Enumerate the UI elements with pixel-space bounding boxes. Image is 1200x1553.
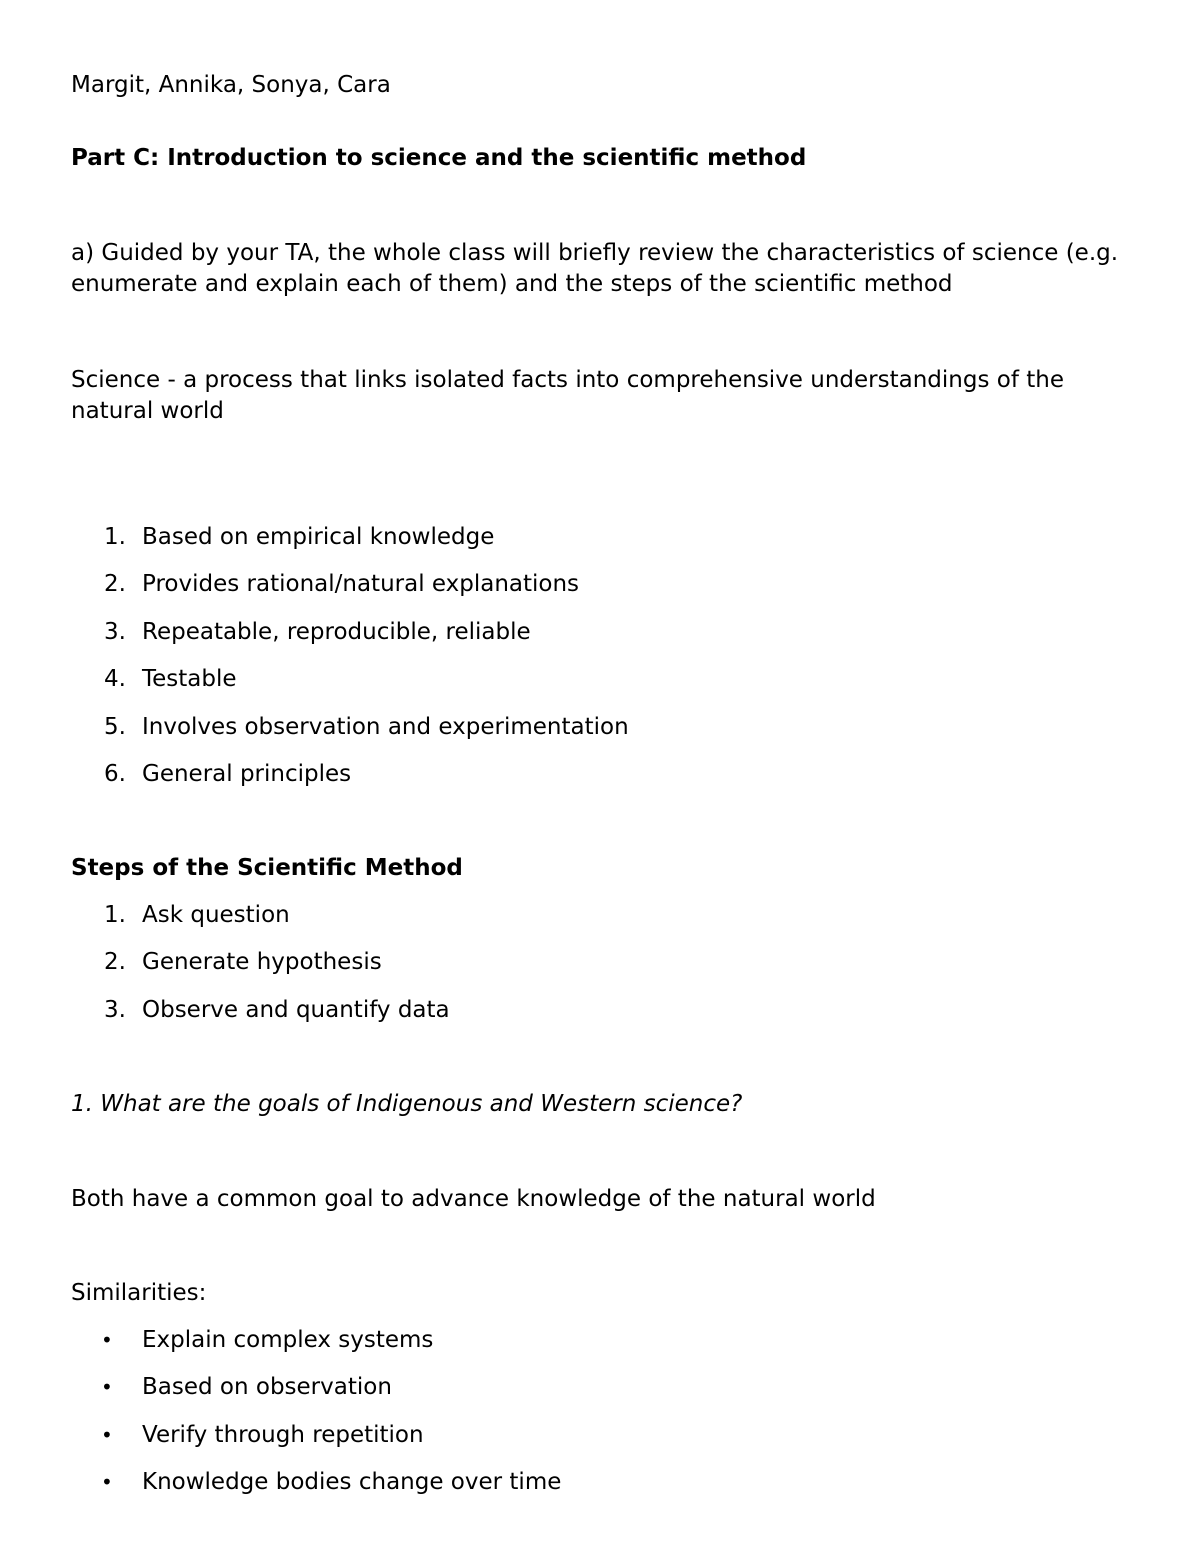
list-item <box>0 900 1200 947</box>
similarities-list <box>0 1325 1200 1515</box>
list-number: 3. <box>104 618 126 645</box>
list-text: Testable <box>142 666 237 693</box>
steps-list <box>0 900 1200 1042</box>
list-text: Observe and quantify data <box>142 996 450 1023</box>
list-item <box>0 1467 1200 1514</box>
similarities-label: Similarities: <box>71 1280 207 1306</box>
list-text: Generate hypothesis <box>142 949 382 976</box>
list-text: Provides rational/natural explanations <box>142 571 580 598</box>
list-item <box>0 947 1200 994</box>
science-definition: Science - a process that links isolated facts into comprehensive understandings of the natural world <box>71 367 1064 424</box>
list-item <box>0 712 1200 759</box>
answer-1: Both have a common goal to advance knowledge of the natural world <box>71 1186 876 1212</box>
list-item <box>0 759 1200 806</box>
list-number: 2. <box>104 571 126 598</box>
steps-heading: Steps of the Scientific Method <box>71 855 463 881</box>
question-1: 1. What are the goals of Indigenous and Western science? <box>71 1091 743 1117</box>
bullet-icon: • <box>101 1328 113 1352</box>
list-item <box>0 1325 1200 1372</box>
characteristics-list <box>0 522 1200 806</box>
instruction-paragraph: a) Guided by your TA, the whole class will briefly review the characteristics of science (e.g. enumerate and explain each of them) and the steps of the scientific method <box>71 240 1119 297</box>
list-text: Explain complex systems <box>142 1327 434 1353</box>
list-text: Ask question <box>142 902 290 928</box>
part-heading: Part C: Introduction to science and the scientific method <box>71 145 807 171</box>
list-text: Based on empirical knowledge <box>142 524 495 550</box>
list-number: 6. <box>104 760 126 787</box>
list-text: Based on observation <box>142 1374 392 1401</box>
bullet-icon: • <box>101 1470 113 1495</box>
list-item <box>0 522 1200 569</box>
list-item <box>0 1420 1200 1467</box>
list-number: 3. <box>104 996 126 1023</box>
list-item <box>0 995 1200 1042</box>
list-number: 4. <box>104 666 126 693</box>
list-item <box>0 1372 1200 1419</box>
authors-line: Margit, Annika, Sonya, Cara <box>71 72 391 98</box>
list-number: 5. <box>104 713 126 740</box>
list-text: Knowledge bodies change over time <box>142 1469 562 1496</box>
list-number: 1. <box>104 524 126 550</box>
bullet-icon: • <box>101 1375 113 1400</box>
list-text: General principles <box>142 760 352 787</box>
bullet-icon: • <box>101 1422 113 1447</box>
list-text: Repeatable, reproducible, reliable <box>142 618 531 645</box>
list-text: Involves observation and experimentation <box>142 713 629 740</box>
list-number: 1. <box>104 902 126 928</box>
list-text: Verify through repetition <box>142 1421 424 1448</box>
list-item <box>0 617 1200 664</box>
list-number: 2. <box>104 949 126 976</box>
list-item <box>0 569 1200 616</box>
list-item <box>0 664 1200 711</box>
